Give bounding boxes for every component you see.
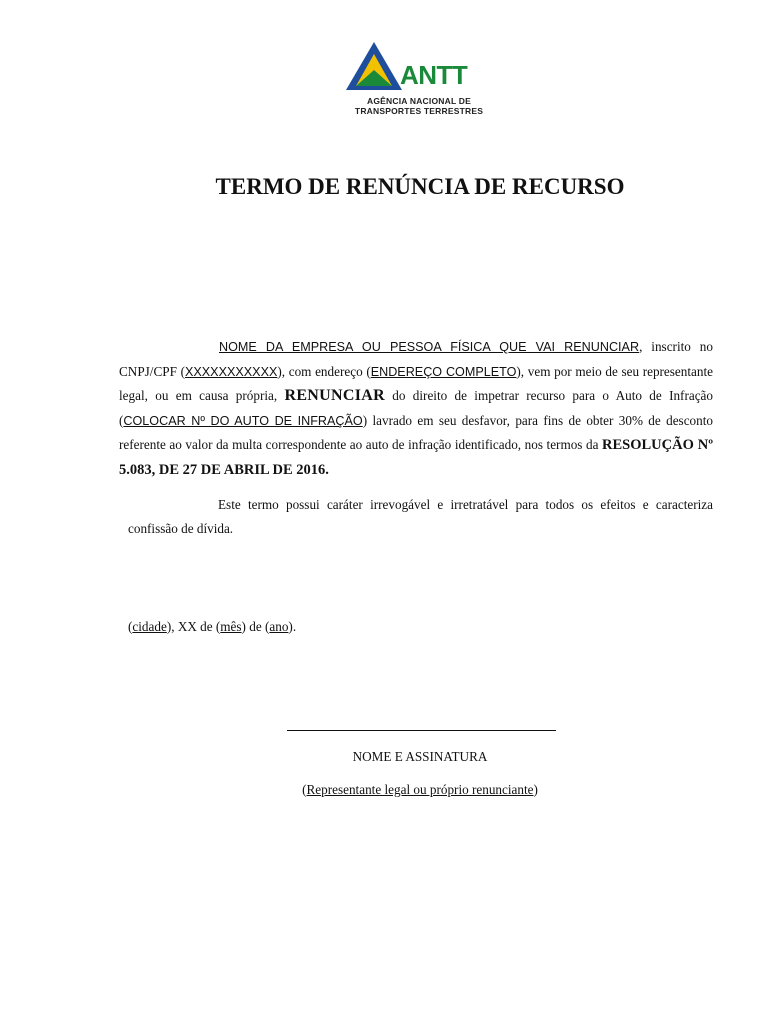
company-name-placeholder: NOME DA EMPRESA OU PESSOA FÍSICA QUE VAI RENUNCIAR [219, 340, 640, 354]
logo-brand: ANTT [400, 60, 468, 90]
signature-line [287, 730, 556, 731]
year-placeholder: ano [269, 619, 289, 634]
month-placeholder: mês [220, 619, 242, 634]
date-line [128, 616, 296, 638]
renunciar-keyword: RENUNCIAR [284, 387, 385, 405]
auto-infracao-placeholder: COLOCAR Nº DO AUTO DE INFRAÇÃO [123, 413, 363, 428]
cnpj-placeholder: XXXXXXXXXXX [184, 364, 278, 379]
text: ) lavrado em seu desfavor, para fins de obter 30% de desconto referente ao valor da multa correspondente ao auto de infração identificado, nos termos da [119, 412, 713, 453]
resolution-reference: RESOLUÇÃO Nº 5.083, DE 27 DE ABRIL DE 2016. [119, 437, 713, 478]
signature-role [0, 780, 768, 800]
antt-logo [344, 40, 494, 118]
text: ( [302, 782, 307, 797]
logo-line-2: TRANSPORTES TERRESTRES [354, 106, 484, 116]
text: do direito de impetrar recurso para o Auto de Infração ( [119, 388, 713, 428]
text: , inscrito no CNPJ/CPF ( [119, 339, 713, 379]
text: ). [288, 619, 297, 634]
signature-name: NOME E ASSINATURA [352, 749, 488, 764]
text: ( [128, 619, 133, 634]
paragraph-1 [119, 335, 713, 483]
address-placeholder: ENDEREÇO COMPLETO [370, 364, 517, 379]
text: ) [533, 782, 538, 797]
antt-triangle-icon [344, 40, 404, 92]
text: ), XX de ( [166, 619, 221, 634]
logo-line-1: AGÊNCIA NACIONAL DE [367, 96, 471, 106]
text: ), com endereço ( [277, 363, 371, 379]
city-placeholder: cidade [132, 619, 167, 634]
signature-role-label: Representante legal ou próprio renunciante [306, 782, 534, 797]
paragraph-2: Este termo possui caráter irrevogável e irretratável para todos os efeitos e caracteriza confissão de dívida. [128, 497, 713, 536]
text: ) de ( [241, 619, 270, 634]
document-title: TERMO DE RENÚNCIA DE RECURSO [215, 174, 625, 199]
text: ), vem por meio de seu representante legal, ou em causa própria, [119, 363, 713, 404]
